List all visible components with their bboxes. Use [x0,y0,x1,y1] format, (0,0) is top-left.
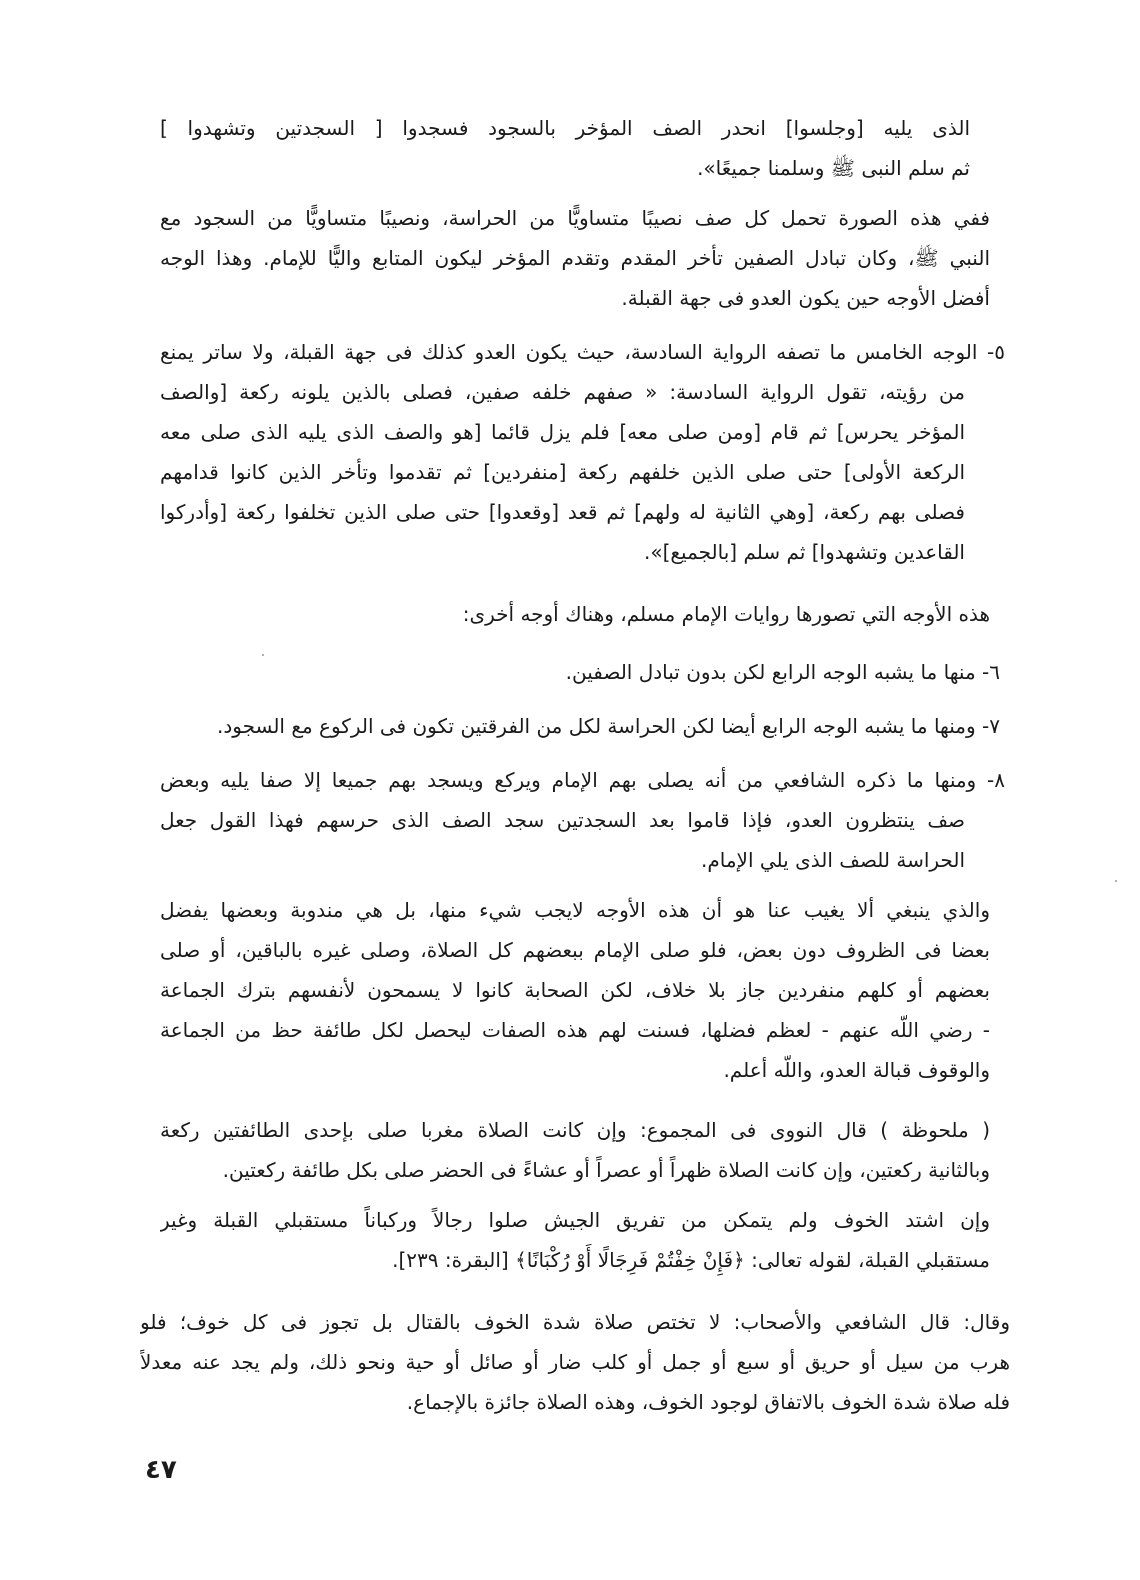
paragraph-shafii-companions [140,1302,1010,1422]
text-line: ٥- الوجه الخامس ما تصفه الرواية السادسة، حيث يكون العدو كذلك فى جهة القبلة، ولا ساتر يمنع [160,340,1005,364]
text-line: من رؤيته، تقول الرواية السادسة: « صفهم خلفه صفين، فصلى بالذين يلونه ركعة [والصف [160,380,965,404]
paragraph-item-7 [160,706,1000,746]
paragraph-item-5 [160,332,1005,572]
text-line: المؤخر يحرس] ثم قام [ومن صلى معه] فلم يزل قائما [هو والصف الذى يليه الذى صلى معه [160,420,965,444]
text-line: فصلى بهم ركعة، [وهي الثانية له ولهم] ثم قعد [وقعدوا] حتى صلى الذين تخلفوا ركعة [وأدركوا [160,500,965,524]
text-line: وإن اشتد الخوف ولم يتمكن من تفريق الجيش صلوا رجالاً وركباناً مستقبلي القبلة وغير [160,1208,990,1232]
text-line: مستقبلي القبلة، لقوله تعالى: ﴿فَإِنْ خِفْتُمْ فَرِجَالًا أَوْ رُكْبَانًا﴾ [البقرة: ٢٣٩]. [392,1248,990,1272]
text-line: وبالثانية ركعتين، وإن كانت الصلاة ظهراً أو عصراً أو عشاءً فى الحضر صلى بكل طائفة ركعتين. [222,1158,990,1182]
paragraph-hadith-continuation [160,108,970,188]
text-line: ( ملحوظة ) قال النووى فى المجموع: وإن كانت الصلاة مغربا صلى بإحدى الطائفتين ركعة [160,1118,990,1142]
text-line: القاعدين وتشهدوا] ثم سلم [بالجميع]». [644,540,965,564]
text-line: - رضي اللّه عنهم - لعظم فضلها، فسنت لهم هذه الصفات ليحصل لكل طائفة حظ من الجماعة [160,1018,990,1042]
paragraph-item-8 [160,760,1005,880]
paragraph-item-6 [160,652,1000,692]
text-line: النبي ﷺ، وكان تبادل الصفين تأخر المقدم وتقدم المؤخر ليكون المتابع واليًّا للإمام. وهذا الوجه [160,246,990,270]
text-line: الذى يليه [وجلسوا] انحدر الصف المؤخر بالسجود فسجدوا [ السجدتين وتشهدوا ] [160,116,970,140]
text-line: وقال: قال الشافعي والأصحاب: لا تختص صلاة شدة الخوف بالقتال بل تجوز فى كل خوف؛ فلو [140,1310,1010,1334]
text-line: فله صلاة شدة الخوف بالاتفاق لوجود الخوف، وهذه الصلاة جائزة بالإجماع. [406,1390,1010,1414]
scan-speck [1115,880,1117,882]
text-line: والوقوف قبالة العدو، واللّه أعلم. [723,1058,990,1082]
paragraph-not-obligatory [160,890,990,1090]
scan-speck [262,654,264,656]
paragraph-intense-fear [160,1200,990,1280]
text-line: ٧- ومنها ما يشبه الوجه الرابع أيضا لكن الحراسة لكل من الفرقتين تكون فى الركوع مع السجود. [216,714,1000,738]
text-line: هذه الأوجه التي تصورها روايات الإمام مسلم، وهناك أوجه أخرى: [462,602,990,626]
text-line: بعضهم أو كلهم منفردين جاز بلا خلاف، لكن الصحابة كانوا لا يسمحون لأنفسهم بترك الجماعة [160,978,990,1002]
text-line: أفضل الأوجه حين يكون العدو فى جهة القبلة. [621,286,990,310]
text-line: ثم سلم النبى ﷺ وسلمنا جميعًا». [697,156,970,180]
text-line: والذي ينبغي ألا يغيب عنا هو أن هذه الأوجه لايجب شيء منها، بل هي مندوبة وبعضها يفضل [160,898,990,922]
text-line: بعضا فى الظروف دون بعض، فلو صلى الإمام ببعضهم كل الصلاة، وصلى غيره بالباقين، أو صلى [160,938,990,962]
paragraph-note-nawawi [160,1110,990,1190]
text-line: الركعة الأولى] حتى صلى الذين خلفهم ركعة [منفردين] ثم تقدموا وتأخر الذين كانوا قدامهم [160,460,965,484]
text-line: ٦- منها ما يشبه الوجه الرابع لكن بدون تبادل الصفين. [565,660,1000,684]
paragraph-commentary [160,198,990,318]
text-line: صف ينتظرون العدو، فإذا قاموا بعد السجدتين سجد الصف الذى حرسهم فهذا القول جعل [160,808,965,832]
text-line: ٨- ومنها ما ذكره الشافعي من أنه يصلى بهم الإمام ويركع ويسجد بهم جميعا إلا صفا يليه وبعض [160,768,1005,792]
paragraph-other-forms [160,594,990,634]
text-line: هرب من سيل أو حريق أو سبع أو جمل أو كلب ضار أو صائل أو حية ونحو ذلك، ولم يجد عنه معدلاً [140,1350,1010,1374]
text-line: ففي هذه الصورة تحمل كل صف نصيبًا متساويًّا من الحراسة، ونصيبًا متساويًّا من السجود مع [160,206,990,230]
page-number: ٤٧ [145,1455,177,1485]
text-line: الحراسة للصف الذى يلي الإمام. [701,848,965,872]
